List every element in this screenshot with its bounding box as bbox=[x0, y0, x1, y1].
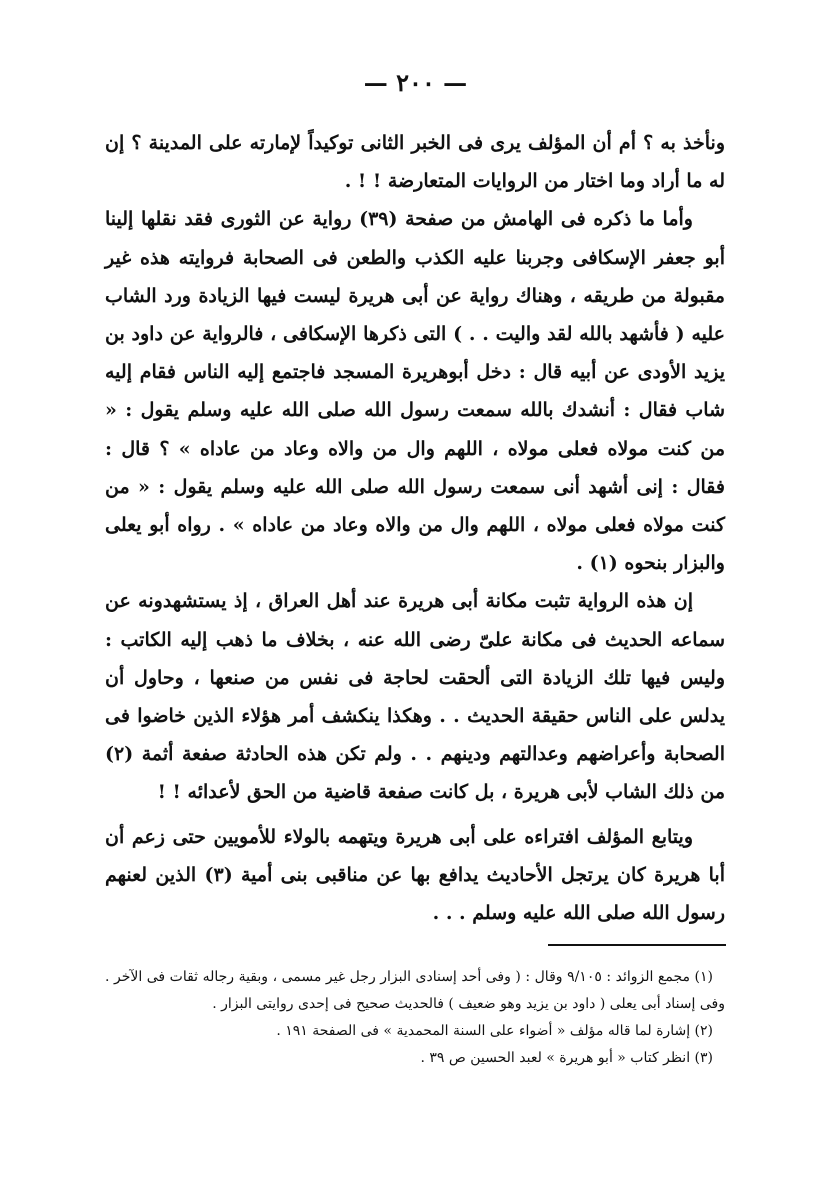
footnote: (٢) إشارة لما قاله مؤلف « أضواء على السنة المحمدية » فى الصفحة ١٩١ . bbox=[276, 1023, 713, 1039]
paragraph: ويتابع المؤلف افتراءه على أبى هريرة ويتهمه بالولاء للأمويين حتى زعم أن أبا هريرة كان يرتجل الأحاديث يدافع بها عن مناقبى بنى أمية (٣) الذين لعنهم رسول الله صلى الله عليه وسلم . . . bbox=[105, 825, 725, 925]
footnote: (٣) انظر كتاب « أبو هريرة » لعبد الحسين ص ٣٩ . bbox=[420, 1050, 713, 1066]
footnotes bbox=[105, 964, 725, 1072]
paragraph: إن هذه الرواية تثبت مكانة أبى هريرة عند أهل العراق ، إذ يستشهدونه عن سماعه الحديث فى مكانة علىّ رضى الله عنه ، بخلاف ما ذهب إليه الكاتب : وليس فيها تلك الزيادة التى ألحقت لحاجة فى نفس من صنعها ، وحاول أن يدلس على الناس حقيقة الحديث . . وهكذا ينكشف أمر هؤلاء الذين خاضوا فى الصحابة وأعراضهم وعدالتهم ودينهم . . ولم تكن هذه الحادثة صفعة أثمة (٢) من ذلك الشاب لأبى هريرة ، بل كانت صفعة قاضية من الحق لأعدائه ! ! bbox=[105, 590, 725, 804]
paragraph: ونأخذ به ؟ أم أن المؤلف يرى فى الخبر الثانى توكيداً لإمارته على المدينة ؟ إن له ما أراد وما اختار من الروايات المتعارضة ! ! . bbox=[105, 132, 725, 193]
paragraph: وأما ما ذكره فى الهامش من صفحة (٣٩) رواية عن الثورى فقد نقلها إلينا أبو جعفر الإسكافى وجربنا عليه الكذب والطعن فى الصحابة فروايته هذه غير مقبولة من طريقه ، وهناك رواية عن أبى هريرة ليست فيها الزيادة ورد الشاب عليه ( فأشهد بالله لقد واليت . . ) التى ذكرها الإسكافى ، فالرواية عن داود بن يزيد الأودى عن أبيه قال : دخل أبوهريرة المسجد فاجتمع إليه الناس فقام إليه شاب فقال : أنشدك بالله سمعت رسول الله صلى الله عليه وسلم يقول : « من كنت مولاه فعلى مولاه ، اللهم وال من والاه وعاد من عاداه » ؟ قال : فقال : إنى أشهد أنى سمعت رسول الله صلى الله عليه وسلم يقول : « من كنت مولاه فعلى مولاه ، اللهم وال من والاه وعاد من عاداه » . رواه أبو يعلى والبزار بنحوه (١) . bbox=[105, 208, 725, 575]
footnote: (١) مجمع الزوائد : ٩/١٠٥ وقال : ( وفى أحد إسنادى البزار رجل غير مسمى ، وبقية رجاله ثقات فى الآخر . وفى إسناد أبى يعلى ( داود بن يزيد وهو ضعيف ) فالحديث صحيح فى إحدى روايتى البزار . bbox=[105, 969, 725, 1012]
footnote-divider bbox=[548, 944, 726, 946]
page-number: — ٢٠٠ — bbox=[363, 68, 468, 97]
main-text bbox=[105, 124, 725, 932]
